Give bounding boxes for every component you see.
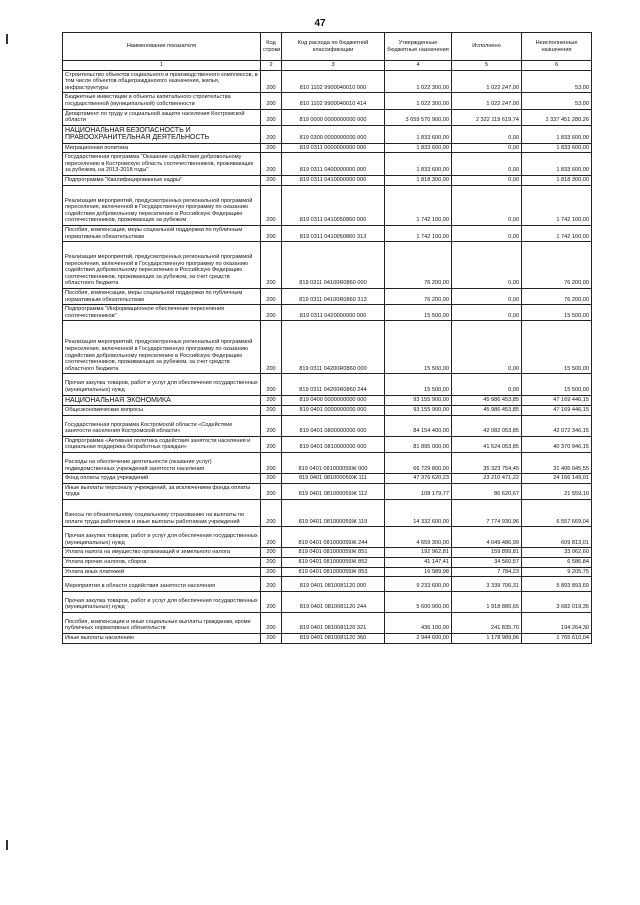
table-row <box>63 93 592 109</box>
row-line-code: 200 <box>261 577 282 592</box>
row-line-code: 200 <box>261 483 282 499</box>
table-row <box>63 567 592 577</box>
row-remaining-amount: 53,00 <box>522 93 592 109</box>
row-executed-amount: 4 049 486,99 <box>452 527 522 548</box>
row-indicator-name: Бюджетные инвестиции в объекты капитального строительства государственной (муниципальной) собственности <box>63 93 261 109</box>
row-executed-amount: 1 918 880,65 <box>452 591 522 612</box>
row-approved-amount: 1 833 600,00 <box>385 143 452 153</box>
row-classification-code: 819 0311 0400000000 000 <box>282 153 385 176</box>
row-approved-amount: 16 989,98 <box>385 567 452 577</box>
row-indicator-name: Мероприятия в области содействия занятости населения <box>63 577 261 592</box>
table-header-row <box>63 33 592 61</box>
row-classification-code: 819 0401 081000059Ж 852 <box>282 557 385 567</box>
row-remaining-amount: 15 500,00 <box>522 321 592 374</box>
row-executed-amount: 0,00 <box>452 321 522 374</box>
row-classification-code: 819 0311 04200R0860 000 <box>282 321 385 374</box>
row-approved-amount: 93 155 900,00 <box>385 395 452 405</box>
row-classification-code: 819 0311 0000000000 000 <box>282 143 385 153</box>
row-executed-amount: 0,00 <box>452 289 522 305</box>
row-executed-amount: 1 178 989,96 <box>452 634 522 644</box>
row-classification-code: 819 0311 04200R0860 244 <box>282 374 385 395</box>
row-indicator-name: Прочая закупка товаров, работ и услуг для обеспечения государственных (муниципальных) нужд <box>63 591 261 612</box>
row-approved-amount: 1 022 300,00 <box>385 70 452 93</box>
row-remaining-amount: 6 557 669,04 <box>522 499 592 526</box>
binding-mark-top <box>6 34 8 44</box>
row-approved-amount: 2 944 600,00 <box>385 634 452 644</box>
row-line-code: 200 <box>261 153 282 176</box>
table-row <box>63 591 592 612</box>
table-body <box>63 70 592 643</box>
row-approved-amount: 1 833 600,00 <box>385 125 452 143</box>
row-classification-code: 819 0311 0410000000 000 <box>282 175 385 185</box>
row-classification-code: 819 0311 0420000000 000 <box>282 305 385 321</box>
table-row <box>63 634 592 644</box>
table-row <box>63 305 592 321</box>
row-executed-amount: 0,00 <box>452 242 522 289</box>
row-indicator-name: Подпрограмма "Квалифицированные кадры" <box>63 175 261 185</box>
row-executed-amount: 41 524 053,85 <box>452 436 522 452</box>
row-indicator-name: Пособия, компенсации и иные социальные выплаты гражданам, кроме публичных нормативных обязательств <box>63 612 261 633</box>
table-row <box>63 527 592 548</box>
row-executed-amount: 7 784,23 <box>452 567 522 577</box>
row-classification-code: 819 0401 081000059Ж 119 <box>282 499 385 526</box>
row-line-code: 200 <box>261 175 282 185</box>
row-approved-amount: 93 155 900,00 <box>385 406 452 416</box>
row-remaining-amount: 9 205,75 <box>522 567 592 577</box>
row-executed-amount: 45 986 453,85 <box>452 406 522 416</box>
row-classification-code: 819 0311 04100R0860 313 <box>282 289 385 305</box>
row-indicator-name: Реализация мероприятий, предусмотренных региональной программой переселения, включенной в Государственную программу по оказанию содействия добровольному переселению в Российскую Федерацию соотечественников, проживающих за рубежом <box>63 185 261 225</box>
row-executed-amount: 0,00 <box>452 374 522 395</box>
row-indicator-name: Взносы по обязательному социальному страхованию на выплаты по оплате труда работников и иные выплаты работникам учреждений <box>63 499 261 526</box>
table-row <box>63 499 592 526</box>
row-approved-amount: 15 500,00 <box>385 374 452 395</box>
row-indicator-name: Иные выплаты персоналу учреждений, за исключением фонда оплаты труда <box>63 483 261 499</box>
row-indicator-name: Строительство объектов социального и производственного комплексов, в том числе объектов общегражданского назначения, жилья, инфраструктуры <box>63 70 261 93</box>
row-executed-amount: 45 986 453,85 <box>452 395 522 405</box>
header-executed: Исполнено <box>452 33 522 61</box>
row-approved-amount: 9 233 600,00 <box>385 577 452 592</box>
row-classification-code: 819 0401 0000000000 000 <box>282 406 385 416</box>
row-executed-amount: 0,00 <box>452 225 522 241</box>
row-remaining-amount: 609 813,01 <box>522 527 592 548</box>
row-indicator-name: Реализация мероприятий, предусмотренных региональной программой переселения, включенной в Государственную программу по оказанию содействия добровольному переселению в Российскую Федерацию соотечественников, проживающих за рубежом, за счет средств областного бюджета <box>63 321 261 374</box>
row-indicator-name: НАЦИОНАЛЬНАЯ ЭКОНОМИКА <box>63 395 261 405</box>
table-row <box>63 242 592 289</box>
row-remaining-amount: 1 833 600,00 <box>522 125 592 143</box>
column-number: 3 <box>282 61 385 71</box>
row-indicator-name: Подпрограмма «Активная политика содействия занятости населения и социальная поддержка безработных граждан» <box>63 436 261 452</box>
row-classification-code: 810 1102 9900040010 414 <box>282 93 385 109</box>
row-approved-amount: 14 332 600,00 <box>385 499 452 526</box>
row-classification-code: 819 0401 0810081120 360 <box>282 634 385 644</box>
table-row <box>63 483 592 499</box>
column-number: 5 <box>452 61 522 71</box>
row-line-code: 200 <box>261 591 282 612</box>
row-line-code: 200 <box>261 93 282 109</box>
row-executed-amount: 35 323 754,45 <box>452 452 522 473</box>
row-line-code: 200 <box>261 109 282 125</box>
table-row <box>63 289 592 305</box>
row-approved-amount: 47 376 620,23 <box>385 474 452 484</box>
table-row <box>63 548 592 558</box>
row-approved-amount: 1 833 600,00 <box>385 153 452 176</box>
table-row <box>63 395 592 405</box>
row-indicator-name: Уплата налога на имущество организаций и земельного налога <box>63 548 261 558</box>
row-remaining-amount: 15 500,00 <box>522 305 592 321</box>
column-number: 2 <box>261 61 282 71</box>
row-executed-amount: 2 322 119 619,74 <box>452 109 522 125</box>
row-remaining-amount: 1 765 610,04 <box>522 634 592 644</box>
row-line-code: 200 <box>261 374 282 395</box>
row-executed-amount: 0,00 <box>452 143 522 153</box>
column-number: 1 <box>63 61 261 71</box>
row-indicator-name: Миграционная политика <box>63 143 261 153</box>
table-row <box>63 225 592 241</box>
table-row <box>63 415 592 436</box>
row-remaining-amount: 47 169 446,15 <box>522 406 592 416</box>
row-remaining-amount: 6 586,84 <box>522 557 592 567</box>
row-line-code: 200 <box>261 289 282 305</box>
row-line-code: 200 <box>261 436 282 452</box>
row-line-code: 200 <box>261 612 282 633</box>
row-approved-amount: 76 200,00 <box>385 289 452 305</box>
row-line-code: 200 <box>261 143 282 153</box>
row-remaining-amount: 33 062,60 <box>522 548 592 558</box>
row-line-code: 200 <box>261 527 282 548</box>
row-classification-code: 819 0401 081000059Ж 000 <box>282 452 385 473</box>
row-indicator-name: Прочая закупка товаров, работ и услуг для обеспечения государственных (муниципальных) нужд <box>63 374 261 395</box>
row-indicator-name: НАЦИОНАЛЬНАЯ БЕЗОПАСНОСТЬ И ПРАВООХРАНИТЕЛЬНАЯ ДЕЯТЕЛЬНОСТЬ <box>63 125 261 143</box>
row-executed-amount: 34 560,57 <box>452 557 522 567</box>
row-approved-amount: 1 022 300,00 <box>385 93 452 109</box>
header-remaining: Неисполненные назначения <box>522 33 592 61</box>
row-classification-code: 819 0401 081000059Ж 853 <box>282 567 385 577</box>
row-line-code: 200 <box>261 415 282 436</box>
header-classification-code: Код расхода по бюджетной классификации <box>282 33 385 61</box>
row-line-code: 200 <box>261 474 282 484</box>
row-approved-amount: 436 100,00 <box>385 612 452 633</box>
row-executed-amount: 241 835,70 <box>452 612 522 633</box>
column-number: 4 <box>385 61 452 71</box>
row-executed-amount: 0,00 <box>452 305 522 321</box>
row-remaining-amount: 194 264,30 <box>522 612 592 633</box>
row-line-code: 200 <box>261 242 282 289</box>
row-approved-amount: 76 200,00 <box>385 242 452 289</box>
row-classification-code: 819 0401 081000059Ж 244 <box>282 527 385 548</box>
row-indicator-name: Общеэкономические вопросы <box>63 406 261 416</box>
row-indicator-name: Расходы на обеспечение деятельности (оказание услуг) подведомственных учреждений занятости населения <box>63 452 261 473</box>
table-row <box>63 436 592 452</box>
table-row <box>63 321 592 374</box>
row-classification-code: 819 0400 0000000000 000 <box>282 395 385 405</box>
row-classification-code: 819 0000 0000000000 000 <box>282 109 385 125</box>
table-row <box>63 175 592 185</box>
row-approved-amount: 15 500,00 <box>385 305 452 321</box>
row-line-code: 200 <box>261 305 282 321</box>
row-classification-code: 810 1102 9900040010 000 <box>282 70 385 93</box>
row-classification-code: 819 0401 0810081120 244 <box>282 591 385 612</box>
row-remaining-amount: 15 500,00 <box>522 374 592 395</box>
table-row <box>63 452 592 473</box>
row-executed-amount: 1 022 247,00 <box>452 70 522 93</box>
row-classification-code: 819 0401 081000059Ж 111 <box>282 474 385 484</box>
row-classification-code: 819 0401 081000059Ж 851 <box>282 548 385 558</box>
row-classification-code: 819 0401 0800000000 000 <box>282 415 385 436</box>
header-approved: Утвержденные бюджетные назначения <box>385 33 452 61</box>
row-line-code: 200 <box>261 395 282 405</box>
row-executed-amount: 86 620,67 <box>452 483 522 499</box>
table-row <box>63 474 592 484</box>
table-row <box>63 70 592 93</box>
row-indicator-name: Прочая закупка товаров, работ и услуг для обеспечения государственных (муниципальных) нужд <box>63 527 261 548</box>
table-row <box>63 153 592 176</box>
row-remaining-amount: 24 166 149,01 <box>522 474 592 484</box>
row-indicator-name: Пособия, компенсации, меры социальной поддержки по публичным нормативным обязательствам <box>63 289 261 305</box>
table-row <box>63 374 592 395</box>
table-row <box>63 612 592 633</box>
row-classification-code: 819 0401 0810081120 321 <box>282 612 385 633</box>
row-approved-amount: 192 962,81 <box>385 548 452 558</box>
row-approved-amount: 84 154 400,00 <box>385 415 452 436</box>
binding-mark-bottom <box>6 840 8 850</box>
column-number: 6 <box>522 61 592 71</box>
row-indicator-name: Фонд оплаты труда учреждений <box>63 474 261 484</box>
row-remaining-amount: 53,00 <box>522 70 592 93</box>
row-remaining-amount: 3 682 019,35 <box>522 591 592 612</box>
row-line-code: 200 <box>261 567 282 577</box>
row-remaining-amount: 21 559,10 <box>522 483 592 499</box>
row-approved-amount: 15 500,00 <box>385 321 452 374</box>
row-line-code: 200 <box>261 125 282 143</box>
row-approved-amount: 1 818 300,00 <box>385 175 452 185</box>
row-line-code: 200 <box>261 634 282 644</box>
row-classification-code: 819 0401 0810000000 000 <box>282 436 385 452</box>
row-indicator-name: Департамент по труду и социальной защите населения Костромской области <box>63 109 261 125</box>
row-remaining-amount: 76 200,00 <box>522 289 592 305</box>
row-line-code: 200 <box>261 321 282 374</box>
row-approved-amount: 108 179,77 <box>385 483 452 499</box>
table-row <box>63 406 592 416</box>
row-indicator-name: Государственная программа "Оказание содействия добровольному переселению в Костромскую область соотечественников, проживающих за рубежом, на 2013-2018 годы" <box>63 153 261 176</box>
budget-execution-table <box>62 32 592 644</box>
row-classification-code: 819 0311 0410050860 000 <box>282 185 385 225</box>
row-indicator-name: Уплата прочих налогов, сборов <box>63 557 261 567</box>
header-line-code: Код строки <box>261 33 282 61</box>
row-remaining-amount: 5 893 893,69 <box>522 577 592 592</box>
row-remaining-amount: 47 169 446,15 <box>522 395 592 405</box>
table-row <box>63 557 592 567</box>
row-classification-code: 819 0401 0810081120 000 <box>282 577 385 592</box>
row-line-code: 200 <box>261 499 282 526</box>
row-classification-code: 819 0311 0410050860 313 <box>282 225 385 241</box>
row-executed-amount: 159 899,81 <box>452 548 522 558</box>
row-indicator-name: Государственная программа Костромской области «Содействие занятости населения Костромской области» <box>63 415 261 436</box>
row-approved-amount: 1 742 100,00 <box>385 185 452 225</box>
row-indicator-name: Реализация мероприятий, предусмотренных региональной программой переселения, включенной в Государственную программу по оказанию содействия добровольному переселению в Российскую Федерацию соотечественников, проживающих за рубежом, за счет средств областного бюджета <box>63 242 261 289</box>
table-row <box>63 143 592 153</box>
row-approved-amount: 3 659 570 900,00 <box>385 109 452 125</box>
row-indicator-name: Иные выплаты населению <box>63 634 261 644</box>
row-approved-amount: 81 895 000,00 <box>385 436 452 452</box>
row-indicator-name: Уплата иных платежей <box>63 567 261 577</box>
row-line-code: 200 <box>261 406 282 416</box>
row-line-code: 200 <box>261 548 282 558</box>
row-remaining-amount: 1 742 100,00 <box>522 225 592 241</box>
row-remaining-amount: 42 072 346,15 <box>522 415 592 436</box>
row-line-code: 200 <box>261 557 282 567</box>
row-remaining-amount: 31 406 045,55 <box>522 452 592 473</box>
row-remaining-amount: 1 818 300,00 <box>522 175 592 185</box>
row-indicator-name: Подпрограмма "Информационное обеспечение переселения соотечественников" <box>63 305 261 321</box>
row-remaining-amount: 76 200,00 <box>522 242 592 289</box>
row-approved-amount: 66 729 800,00 <box>385 452 452 473</box>
row-executed-amount: 3 339 706,31 <box>452 577 522 592</box>
row-approved-amount: 5 600 900,00 <box>385 591 452 612</box>
table-row <box>63 125 592 143</box>
row-executed-amount: 23 210 471,22 <box>452 474 522 484</box>
row-line-code: 200 <box>261 452 282 473</box>
row-executed-amount: 1 022 247,00 <box>452 93 522 109</box>
column-number-row <box>63 61 592 71</box>
row-line-code: 200 <box>261 225 282 241</box>
row-executed-amount: 0,00 <box>452 175 522 185</box>
row-executed-amount: 0,00 <box>452 185 522 225</box>
table-row <box>63 185 592 225</box>
row-line-code: 200 <box>261 70 282 93</box>
row-executed-amount: 42 082 053,85 <box>452 415 522 436</box>
row-classification-code: 819 0401 081000059Ж 112 <box>282 483 385 499</box>
row-approved-amount: 41 147,41 <box>385 557 452 567</box>
row-classification-code: 819 0300 0000000000 000 <box>282 125 385 143</box>
row-remaining-amount: 40 370 946,15 <box>522 436 592 452</box>
row-executed-amount: 0,00 <box>452 153 522 176</box>
row-approved-amount: 4 659 300,00 <box>385 527 452 548</box>
table-row <box>63 109 592 125</box>
row-approved-amount: 1 742 100,00 <box>385 225 452 241</box>
page-number: 47 <box>314 18 326 29</box>
row-line-code: 200 <box>261 185 282 225</box>
table-row <box>63 577 592 592</box>
row-indicator-name: Пособия, компенсации, меры социальной поддержки по публичным нормативным обязательствам <box>63 225 261 241</box>
row-remaining-amount: 1 833 600,00 <box>522 143 592 153</box>
header-indicator-name: Наименование показателя <box>63 33 261 61</box>
row-remaining-amount: 1 833 600,00 <box>522 153 592 176</box>
row-executed-amount: 7 774 930,96 <box>452 499 522 526</box>
row-executed-amount: 0,00 <box>452 125 522 143</box>
row-remaining-amount: 1 742 100,00 <box>522 185 592 225</box>
row-classification-code: 819 0311 04100R0860 000 <box>282 242 385 289</box>
row-remaining-amount: 1 337 451 280,26 <box>522 109 592 125</box>
